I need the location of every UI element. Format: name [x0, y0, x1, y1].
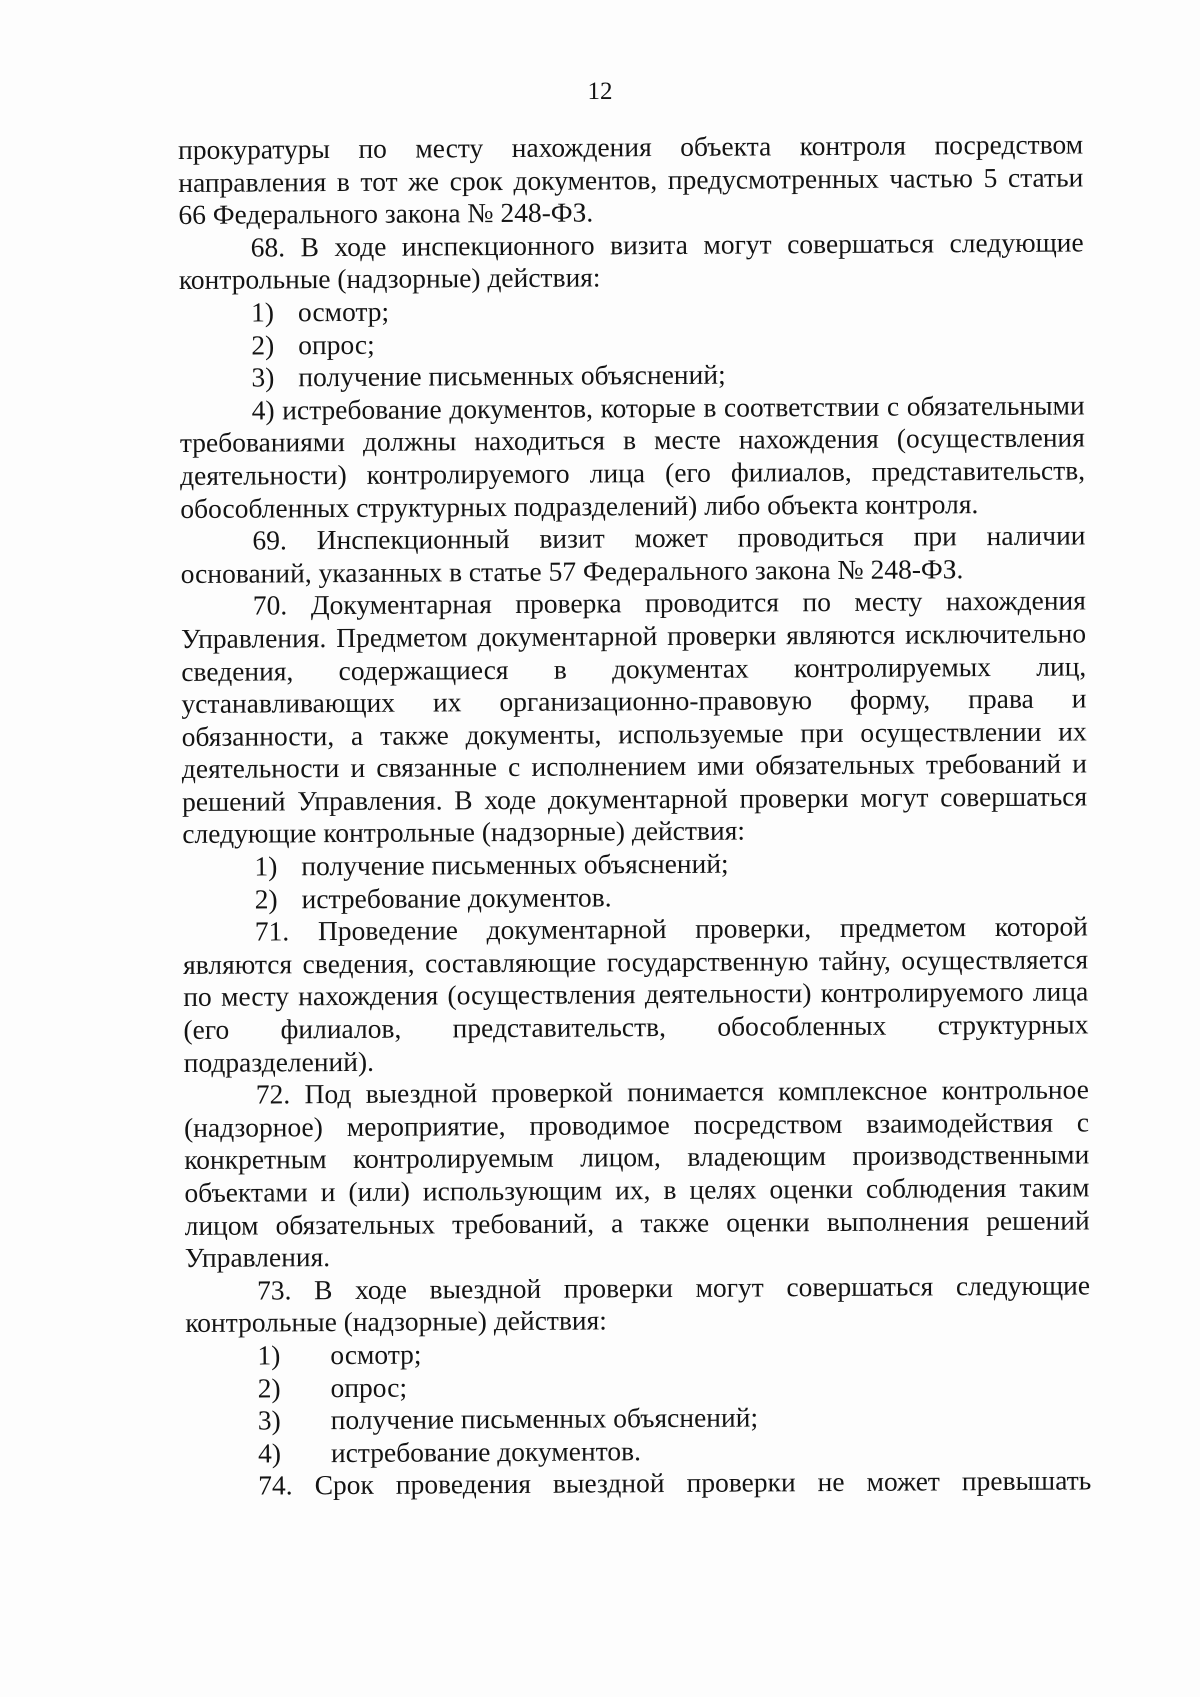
list-item: [182, 846, 1087, 884]
list-item-text: истребование документов.: [301, 881, 612, 914]
list-item-number: 3): [257, 1404, 281, 1436]
paragraph-72: 72. Под выездной проверкой понимается комплексное контрольное (надзорное) мероприятие, проводимое посредством взаимодействия с конкретным контролируемым лицом, владеющим производственными объектами и (или) использующим их, в целях оценки соблюдения таким лицом обязательных требований, а также оценки выполнения решений Управления.: [183, 1073, 1090, 1274]
list-item-text: опрос;: [330, 1371, 408, 1403]
list-item: [186, 1367, 1091, 1405]
list-item-text: получение письменных объяснений;: [330, 1401, 759, 1436]
list-item: [179, 291, 1084, 329]
list-item-text: опрос;: [298, 328, 375, 360]
list-item-number: 4): [257, 1437, 282, 1469]
list-item: [186, 1432, 1091, 1470]
list-item-number: 2): [254, 883, 278, 915]
list-item: [179, 324, 1084, 362]
page-number: 12: [587, 78, 613, 105]
paragraph-68: 68. В ходе инспекционного визита могут совершаться следующие контрольные (надзорные) действия:: [178, 226, 1084, 296]
paragraph-69: 69. Инспекционный визит может проводиться при наличии оснований, указанных в статье 57 Федерального закона № 248-ФЗ.: [180, 519, 1086, 589]
document-body: [178, 128, 1091, 1502]
list-item-number: 2): [251, 328, 275, 361]
paragraph-70: 70. Документарная проверка проводится по месту нахождения Управления. Предметом документарной проверки являются исключительно сведения, содержащиеся в документах контролируемых лиц, устанавливающих их организационно-правовую форму, права и обязанности, а также документы, используемые при осуществлении их деятельности и связанные с исполнением ими обязательных требований и решений Управления. В ходе документарной проверки могут совершаться следующие контрольные (надзорные) действия:: [180, 584, 1088, 850]
paragraph-73: 73. В ходе выездной проверки могут совершаться следующие контрольные (надзорные) действия:: [185, 1269, 1091, 1339]
list-item-text: осмотр;: [297, 295, 390, 328]
list-item-text: истребование документов.: [330, 1434, 642, 1468]
paragraph-continuation: прокуратуры по месту нахождения объекта контроля посредством направления в тот же срок документов, предусмотренных частью 5 статьи 66 Федерального закона № 248-ФЗ.: [178, 128, 1084, 231]
list-item-long: 4) истребование документов, которые в соответствии с обязательными требованиями должны находиться в месте нахождения (осуществления деятельности) контролируемого лица (его филиалов, представительств, обособленных структурных подразделений) либо объекта контроля.: [179, 389, 1086, 524]
list-item-number: 1): [254, 850, 278, 882]
list-item-text: получение письменных объяснений;: [298, 358, 726, 393]
list-item: [186, 1400, 1091, 1438]
list-item-number: 1): [250, 296, 275, 328]
list-item: [183, 878, 1088, 916]
list-item: [179, 357, 1084, 395]
list-item-number: 1): [257, 1339, 281, 1371]
list-item-number: 3): [251, 361, 275, 393]
list-item-number: 2): [257, 1371, 281, 1404]
list-item: [185, 1334, 1090, 1372]
list-item-text: осмотр;: [330, 1338, 422, 1371]
paragraph-71: 71. Проведение документарной проверки, предметом которой являются сведения, составляющие государственную тайну, осуществляется по месту нахождения (осуществления деятельности) контролируемого лица (его филиалов, представительств, обособленных структурных подразделений).: [182, 910, 1089, 1078]
paragraph-74: 74. Срок проведения выездной проверки не может превышать: [258, 1464, 1092, 1501]
list-item-text: получение письменных объяснений;: [301, 847, 729, 882]
